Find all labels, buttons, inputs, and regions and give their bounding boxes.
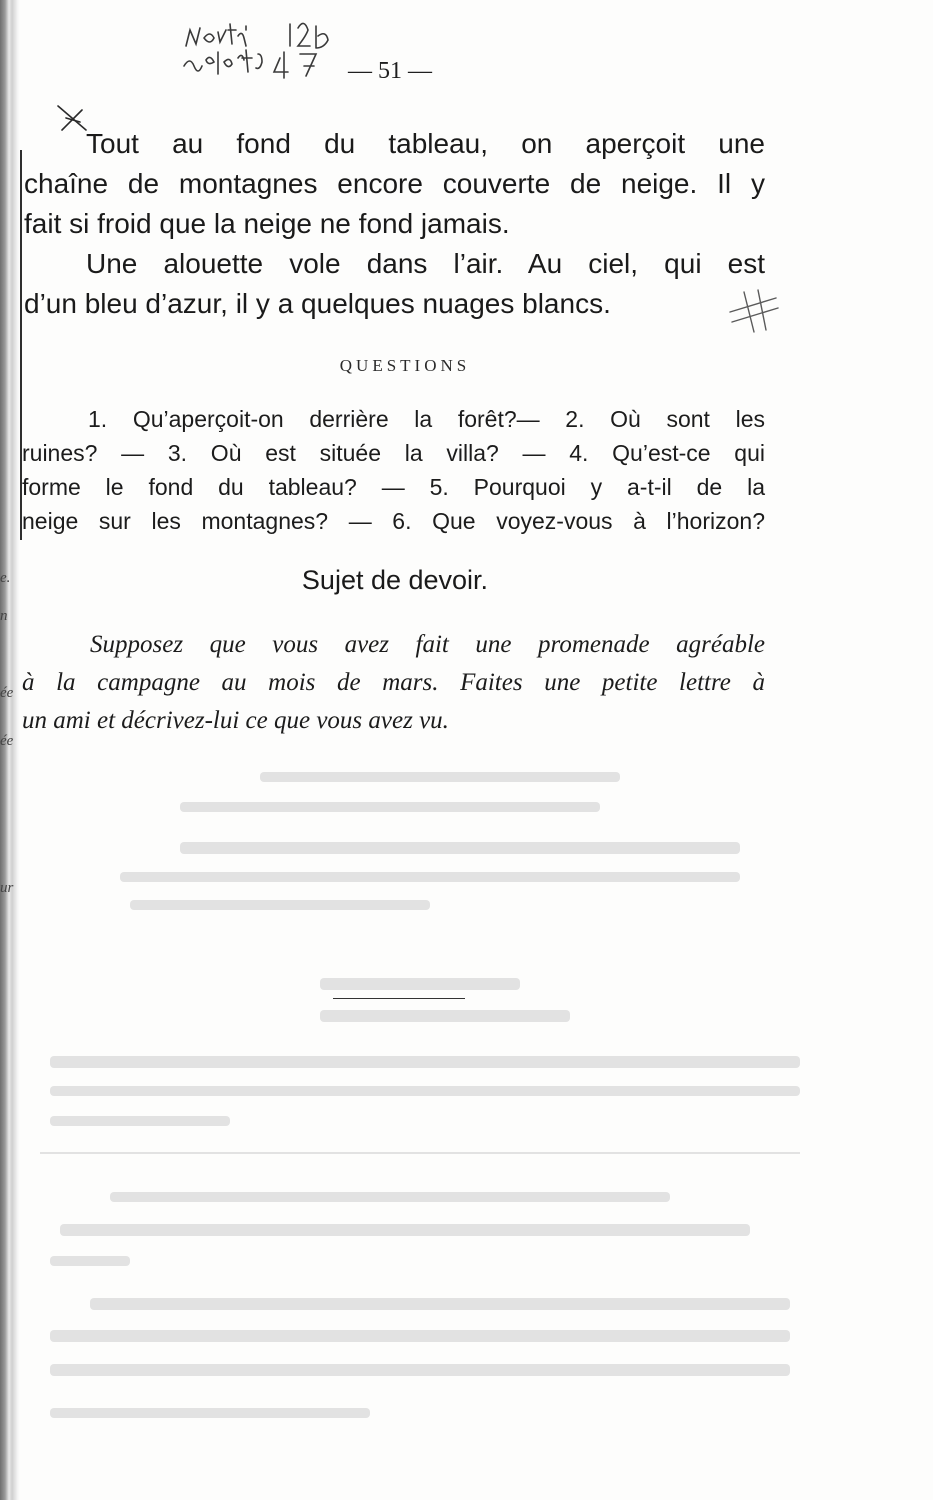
paragraph-line: Tout au fond du tableau, on aperçoit une (86, 128, 765, 159)
paragraph-line: fait si froid que la neige ne fond jamais. (24, 208, 510, 239)
paragraph-line: Une alouette vole dans l’air. Au ciel, qui est (86, 248, 765, 279)
section-divider-rule (333, 998, 465, 999)
neighbour-page-fragment: ée (0, 733, 14, 749)
devoir-line: Supposez que vous avez fait une promenade agréable (90, 631, 765, 658)
bleed-through-texture (30, 760, 910, 1480)
devoir-title: Sujet de devoir. (301, 565, 489, 595)
paragraph-line: chaîne de montagnes encore couverte de neige. Il y (24, 168, 765, 199)
paragraph-line: d’un bleu d’azur, il y a quelques nuages blancs. (24, 288, 611, 319)
question-line: neige sur les montagnes? — 6. Que voyez-vous à l’horizon? (22, 508, 765, 534)
question-line: 1. Qu’aperçoit-on derrière la forêt?— 2. Où sont les (88, 406, 765, 432)
devoir-line: à la campagne au mois de mars. Faites une petite lettre à (22, 669, 765, 696)
neighbour-page-fragment: ée (0, 685, 14, 701)
page-number: — 51 — (348, 58, 432, 84)
questions-heading: QUESTIONS (339, 356, 471, 375)
page-binding-edge (0, 0, 20, 1500)
question-line: ruines? — 3. Où est située la villa? — 4. Qu’est-ce qui (22, 440, 765, 466)
devoir-line: un ami et décrivez-lui ce que vous avez vu. (22, 707, 449, 734)
neighbour-page-fragment: e. (0, 570, 11, 586)
question-line: forme le fond du tableau? — 5. Pourquoi y a-t-il de la (22, 474, 765, 500)
neighbour-page-fragment: ur (0, 880, 14, 896)
neighbour-page-fragment: n (0, 608, 8, 624)
